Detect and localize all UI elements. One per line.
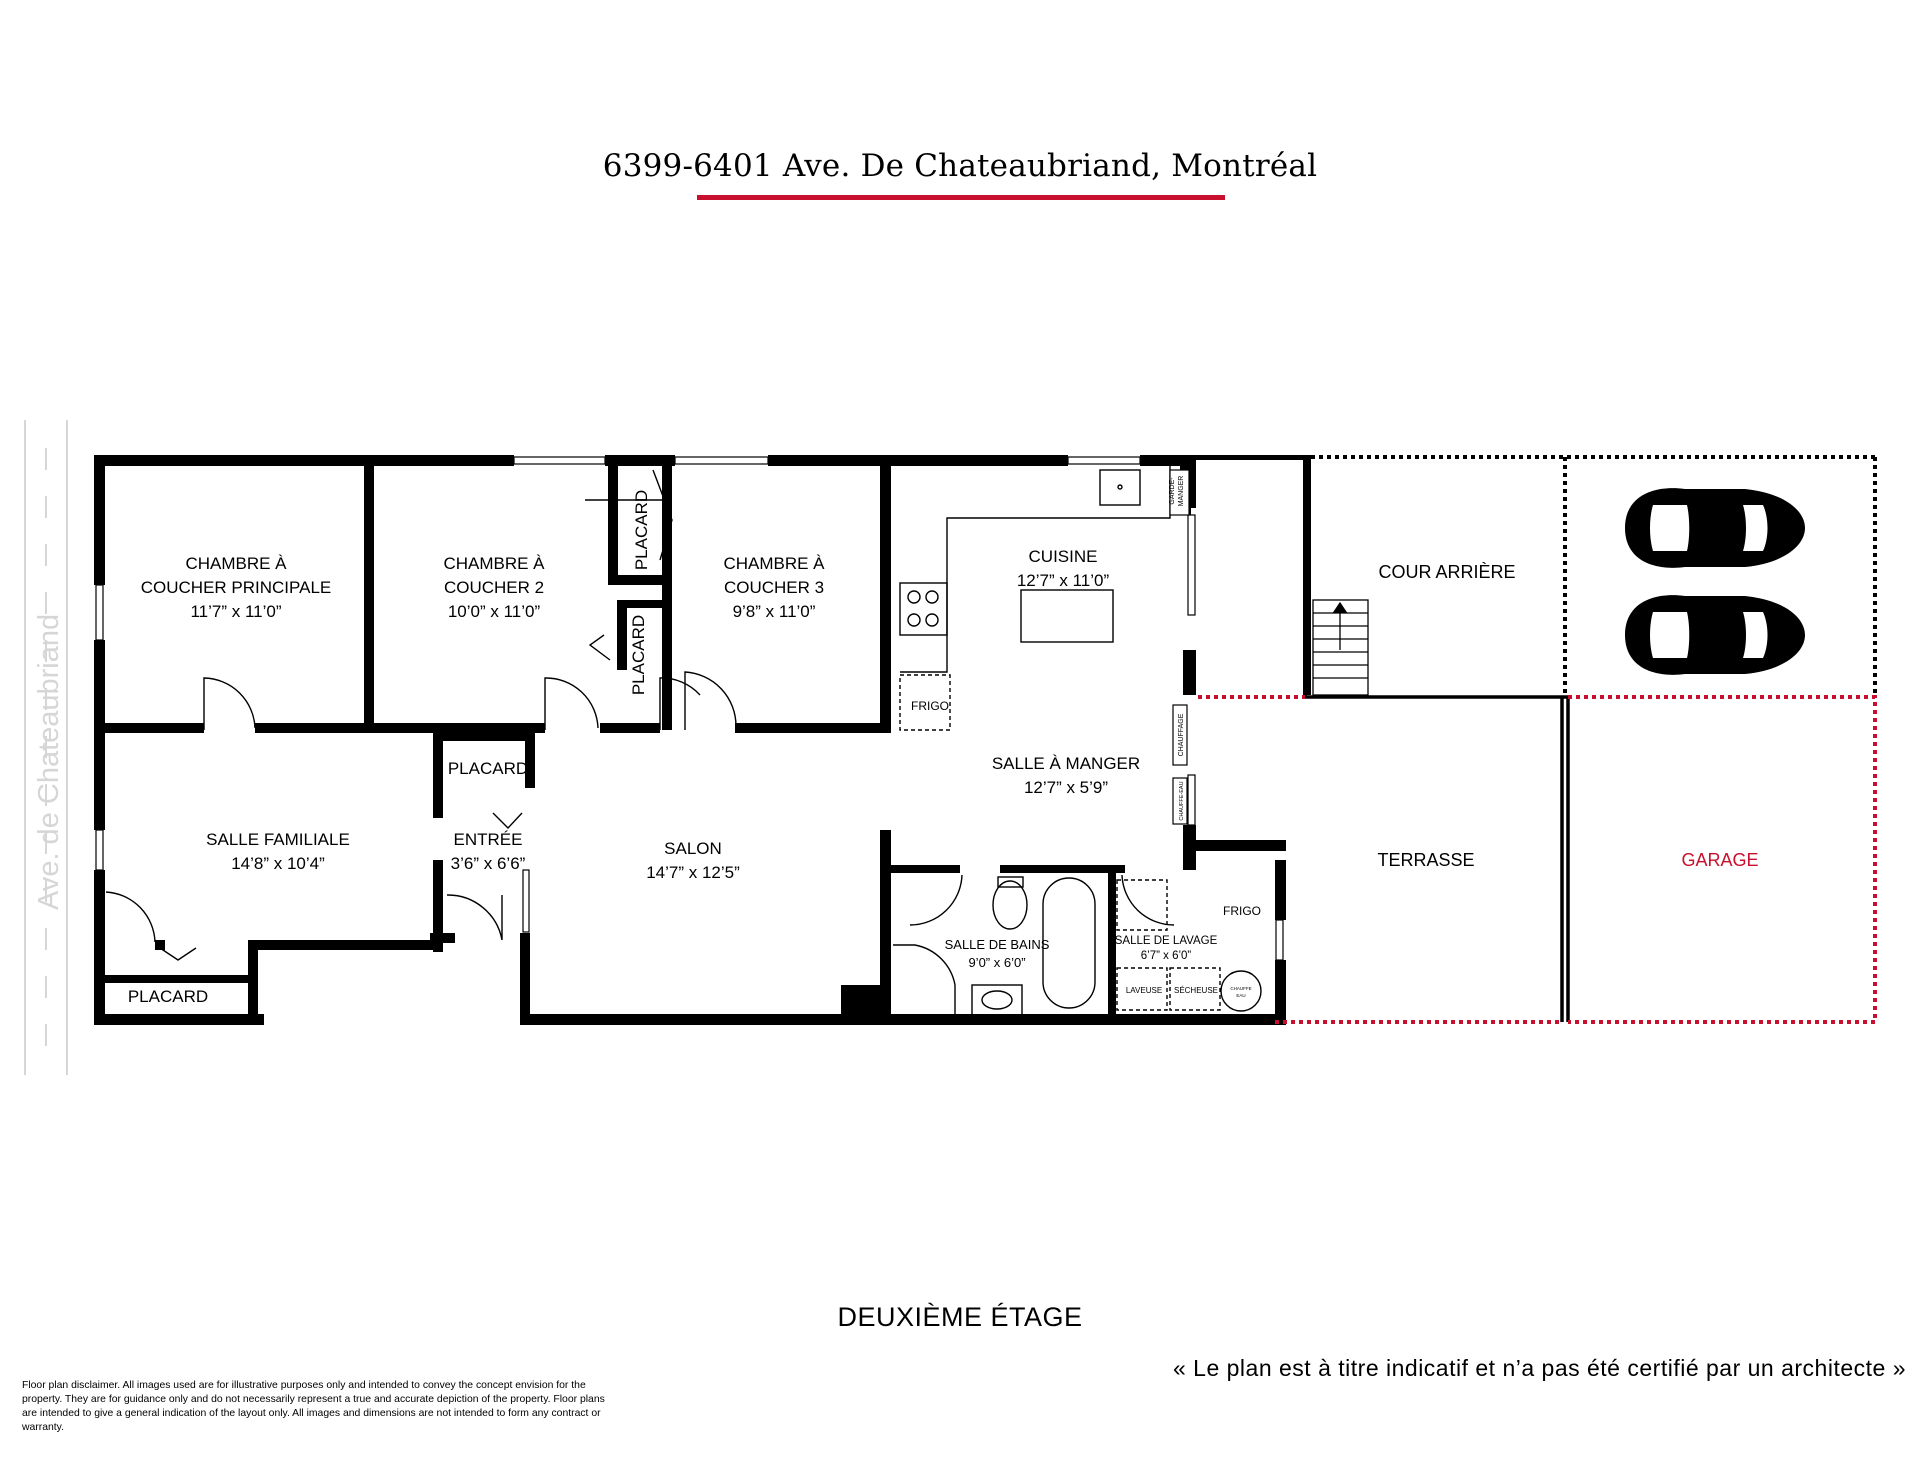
room-dims-entree: 3’6” x 6’6” [450, 854, 526, 873]
stove-icon [900, 583, 947, 635]
room-dims-salle-familiale: 14’8” x 10’4” [231, 854, 325, 873]
room-name-salle-familiale: SALLE FAMILIALE [206, 830, 350, 849]
windows [96, 457, 1283, 960]
room-name-chambre-principale-2: COUCHER PRINCIPALE [140, 578, 332, 597]
room-name-garage: GARAGE [1681, 850, 1759, 870]
room-name-cour-arriere: COUR ARRIÈRE [1378, 562, 1516, 582]
architect-notice: « Le plan est à titre indicatif et n’a pas été certifié par un architecte » [1172, 1355, 1906, 1381]
floor-level-label: DEUXIÈME ÉTAGE [837, 1302, 1083, 1332]
placard-label-top: PLACARD [632, 489, 651, 571]
kitchen-fixtures [900, 465, 1170, 730]
room-name-salle-de-lavage: SALLE DE LAVAGE [1114, 935, 1218, 947]
stairs-icon [1313, 600, 1368, 695]
garde-manger-label-2: MANGER [1178, 475, 1185, 507]
room-dims-chambre-3: 9’8” x 11’0” [732, 602, 816, 621]
room-dims-cuisine: 12’7” x 11’0” [1016, 571, 1110, 590]
vanity-icon [972, 985, 1022, 1015]
room-dims-salon: 14’7” x 12’5” [646, 863, 740, 882]
chauffage-label: CHAUFFAGE [1178, 713, 1185, 757]
garde-manger-label-1: GARDE- [1169, 477, 1176, 505]
room-name-terrasse: TERRASSE [1377, 850, 1475, 870]
placard-label-middle: PLACARD [629, 614, 648, 696]
sink-drain [1118, 485, 1122, 489]
room-dims-salle-de-lavage: 6’7” x 6’0” [1140, 950, 1192, 962]
room-dims-chambre-principale: 11’7” x 11’0” [190, 602, 282, 621]
frigo-label-laundry: FRIGO [1223, 904, 1261, 918]
bathtub-icon [1043, 878, 1095, 1008]
wall-appliances [1170, 470, 1189, 824]
water-heater-icon [1221, 971, 1261, 1011]
room-name-entree: ENTRÉE [453, 830, 523, 849]
chauffe-eau-label-2: EAU [1236, 993, 1246, 998]
room-name-salle-a-manger: SALLE À MANGER [991, 754, 1141, 773]
laveuse-label: LAVEUSE [1125, 986, 1163, 995]
placard-label-entree: PLACARD [447, 759, 529, 778]
room-dims-salle-de-bains: 9’0” x 6’0” [968, 955, 1026, 970]
room-name-chambre-3: CHAMBRE À [723, 554, 825, 573]
address-title: 6399-6401 Ave. De Chateaubriand, Montréal [602, 148, 1318, 184]
car-icon [1625, 488, 1805, 568]
room-name-salle-de-bains: SALLE DE BAINS [944, 937, 1050, 952]
shower-icon [893, 945, 955, 1015]
car-icon [1625, 595, 1805, 675]
room-name-chambre-2-line2: COUCHER 2 [443, 578, 545, 597]
room-name-chambre-3-line2: COUCHER 3 [723, 578, 825, 597]
room-dims-chambre-2: 10’0” x 11’0” [447, 602, 541, 621]
floor-plan-disclaimer: Floor plan disclaimer. All images used are for illustrative purposes only and intended to convey the concept envision for the property. They are for guidance only and do not necessarily represent a true and accurate depiction of the property. Floor plans are intended to give a general indication of the layout only. All images and dimensions are not intended to form any contract or warranty. [22, 1380, 605, 1433]
room-name-chambre-2: CHAMBRE À [443, 554, 545, 573]
room-dims-salle-a-manger: 12’7” x 5’9” [1023, 778, 1109, 797]
chauffe-eau-wall-label: CHAUFFE-EAU [1179, 781, 1185, 821]
room-name-salon: SALON [664, 839, 722, 858]
room-name-cuisine: CUISINE [1028, 547, 1098, 566]
chauffe-eau-label-1: CHAUFFE [1230, 986, 1252, 991]
secheuse-label: SÉCHEUSE [1173, 986, 1219, 995]
placard-label-bottom: PLACARD [127, 987, 209, 1006]
frigo-label-kitchen: FRIGO [911, 699, 949, 713]
room-name-chambre-principale: CHAMBRE À [185, 554, 287, 573]
toilet-icon [993, 877, 1027, 929]
sink-icon [1100, 470, 1140, 505]
street-label: Ave. de Chateaubriand [33, 613, 65, 910]
